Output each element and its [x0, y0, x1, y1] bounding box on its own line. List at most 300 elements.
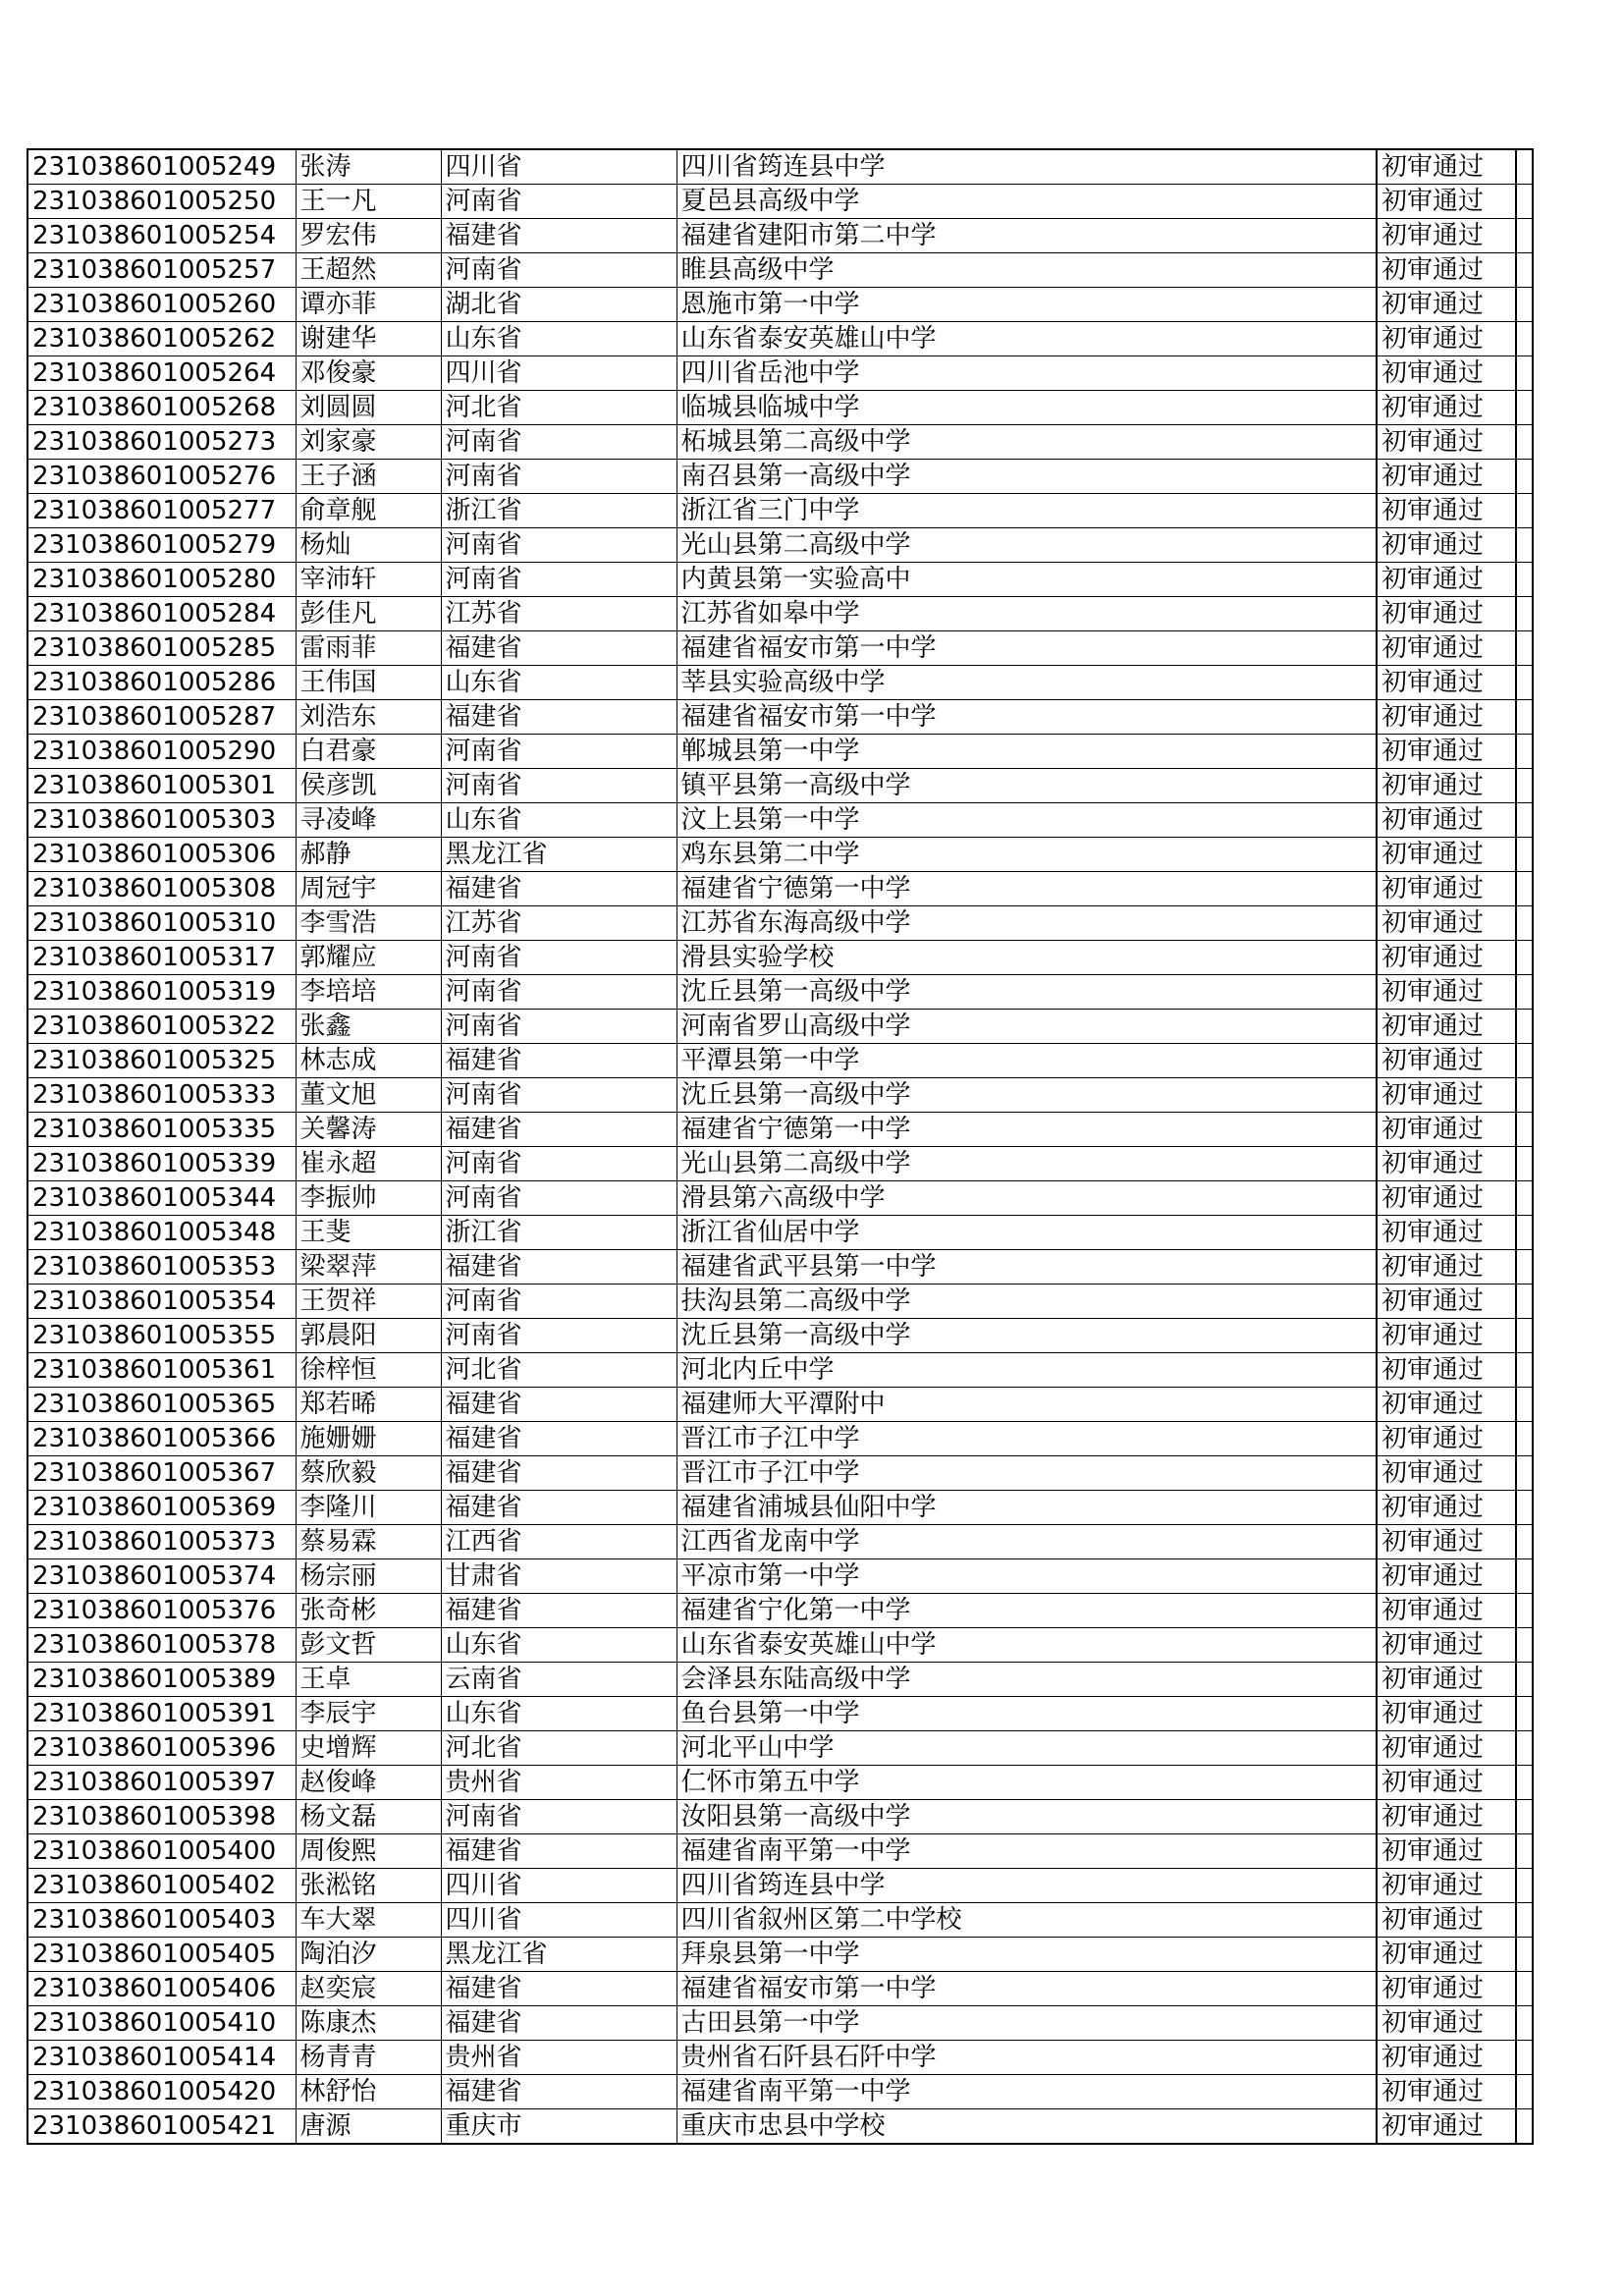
province-cell: 福建省 — [441, 1250, 677, 1285]
review-status-cell: 初审通过 — [1377, 2041, 1516, 2075]
school-cell: 汝阳县第一高级中学 — [677, 1800, 1377, 1834]
empty-cell — [1516, 1078, 1533, 1113]
student-name-cell: 王贺祥 — [296, 1285, 441, 1319]
registration-number-cell: 231038601005391 — [27, 1697, 296, 1731]
school-cell: 光山县第二高级中学 — [677, 1147, 1377, 1181]
table-row — [27, 460, 1533, 494]
student-name-cell: 张淞铭 — [296, 1869, 441, 1903]
student-name-cell: 唐源 — [296, 2109, 441, 2145]
student-name-cell: 李振帅 — [296, 1181, 441, 1216]
registration-number-cell: 231038601005402 — [27, 1869, 296, 1903]
student-name-cell: 林志成 — [296, 1044, 441, 1078]
empty-cell — [1516, 528, 1533, 563]
table-row — [27, 1147, 1533, 1181]
registration-number-cell: 231038601005290 — [27, 735, 296, 769]
registration-number-cell: 231038601005361 — [27, 1353, 296, 1388]
table-row — [27, 1456, 1533, 1491]
empty-cell — [1516, 941, 1533, 975]
registration-number-cell: 231038601005374 — [27, 1559, 296, 1594]
school-cell: 福建省宁德第一中学 — [677, 872, 1377, 906]
school-cell: 临城县临城中学 — [677, 391, 1377, 425]
review-status-cell: 初审通过 — [1377, 700, 1516, 735]
registration-number-cell: 231038601005268 — [27, 391, 296, 425]
student-name-cell: 杨文磊 — [296, 1800, 441, 1834]
empty-cell — [1516, 1353, 1533, 1388]
student-name-cell: 陶泊汐 — [296, 1938, 441, 1972]
school-cell: 汶上县第一中学 — [677, 803, 1377, 838]
province-cell: 甘肃省 — [441, 1559, 677, 1594]
review-status-cell: 初审通过 — [1377, 1800, 1516, 1834]
empty-cell — [1516, 735, 1533, 769]
empty-cell — [1516, 2041, 1533, 2075]
school-cell: 恩施市第一中学 — [677, 288, 1377, 322]
review-status-cell: 初审通过 — [1377, 391, 1516, 425]
review-status-cell: 初审通过 — [1377, 528, 1516, 563]
review-status-cell: 初审通过 — [1377, 563, 1516, 597]
table-row — [27, 1010, 1533, 1044]
empty-cell — [1516, 2006, 1533, 2041]
review-status-cell: 初审通过 — [1377, 1456, 1516, 1491]
table-row — [27, 1938, 1533, 1972]
school-cell: 福建省福安市第一中学 — [677, 700, 1377, 735]
registration-number-cell: 231038601005348 — [27, 1216, 296, 1250]
empty-cell — [1516, 460, 1533, 494]
student-name-cell: 郭晨阳 — [296, 1319, 441, 1353]
table-row — [27, 185, 1533, 219]
school-cell: 鱼台县第一中学 — [677, 1697, 1377, 1731]
school-cell: 福建省建阳市第二中学 — [677, 219, 1377, 253]
student-name-cell: 崔永超 — [296, 1147, 441, 1181]
empty-cell — [1516, 288, 1533, 322]
table-row — [27, 1388, 1533, 1422]
review-status-cell: 初审通过 — [1377, 1938, 1516, 1972]
review-status-cell: 初审通过 — [1377, 1869, 1516, 1903]
review-status-cell: 初审通过 — [1377, 872, 1516, 906]
registration-number-cell: 231038601005276 — [27, 460, 296, 494]
student-name-cell: 史增辉 — [296, 1731, 441, 1766]
table-row — [27, 1353, 1533, 1388]
review-status-cell: 初审通过 — [1377, 1044, 1516, 1078]
school-cell: 睢县高级中学 — [677, 253, 1377, 288]
empty-cell — [1516, 1216, 1533, 1250]
review-status-cell: 初审通过 — [1377, 425, 1516, 460]
table-row — [27, 1834, 1533, 1869]
school-cell: 四川省筠连县中学 — [677, 1869, 1377, 1903]
table-row — [27, 1113, 1533, 1147]
province-cell: 四川省 — [441, 1903, 677, 1938]
empty-cell — [1516, 356, 1533, 391]
review-status-cell: 初审通过 — [1377, 631, 1516, 666]
review-status-cell: 初审通过 — [1377, 185, 1516, 219]
student-name-cell: 徐梓恒 — [296, 1353, 441, 1388]
empty-cell — [1516, 975, 1533, 1010]
table-row — [27, 322, 1533, 356]
school-cell: 夏邑县高级中学 — [677, 185, 1377, 219]
review-status-cell: 初审通过 — [1377, 494, 1516, 528]
school-cell: 福建省武平县第一中学 — [677, 1250, 1377, 1285]
review-status-cell: 初审通过 — [1377, 1216, 1516, 1250]
review-status-cell: 初审通过 — [1377, 906, 1516, 941]
school-cell: 四川省筠连县中学 — [677, 149, 1377, 185]
review-status-cell: 初审通过 — [1377, 356, 1516, 391]
empty-cell — [1516, 1834, 1533, 1869]
review-status-cell: 初审通过 — [1377, 1525, 1516, 1559]
table-row — [27, 1559, 1533, 1594]
review-status-cell: 初审通过 — [1377, 1113, 1516, 1147]
review-status-cell: 初审通过 — [1377, 1594, 1516, 1628]
school-cell: 江苏省如皋中学 — [677, 597, 1377, 631]
school-cell: 福建省宁化第一中学 — [677, 1594, 1377, 1628]
table-row — [27, 735, 1533, 769]
province-cell: 福建省 — [441, 1113, 677, 1147]
review-status-cell: 初审通过 — [1377, 666, 1516, 700]
review-status-cell: 初审通过 — [1377, 1422, 1516, 1456]
school-cell: 莘县实验高级中学 — [677, 666, 1377, 700]
table-row — [27, 2041, 1533, 2075]
registration-number-cell: 231038601005367 — [27, 1456, 296, 1491]
student-name-cell: 雷雨菲 — [296, 631, 441, 666]
review-status-cell: 初审通过 — [1377, 460, 1516, 494]
school-cell: 光山县第二高级中学 — [677, 528, 1377, 563]
student-name-cell: 刘圆圆 — [296, 391, 441, 425]
table-row — [27, 1525, 1533, 1559]
province-cell: 河南省 — [441, 1800, 677, 1834]
school-cell: 重庆市忠县中学校 — [677, 2109, 1377, 2145]
table-row — [27, 975, 1533, 1010]
review-status-cell: 初审通过 — [1377, 2109, 1516, 2145]
registration-number-cell: 231038601005373 — [27, 1525, 296, 1559]
empty-cell — [1516, 803, 1533, 838]
province-cell: 四川省 — [441, 149, 677, 185]
province-cell: 山东省 — [441, 803, 677, 838]
registration-number-cell: 231038601005420 — [27, 2075, 296, 2109]
province-cell: 河南省 — [441, 975, 677, 1010]
review-status-cell: 初审通过 — [1377, 1388, 1516, 1422]
province-cell: 贵州省 — [441, 1766, 677, 1800]
empty-cell — [1516, 1731, 1533, 1766]
empty-cell — [1516, 1491, 1533, 1525]
review-status-cell: 初审通过 — [1377, 803, 1516, 838]
province-cell: 山东省 — [441, 322, 677, 356]
roster-table — [27, 148, 1534, 2145]
empty-cell — [1516, 1903, 1533, 1938]
registration-number-cell: 231038601005355 — [27, 1319, 296, 1353]
province-cell: 福建省 — [441, 700, 677, 735]
school-cell: 贵州省石阡县石阡中学 — [677, 2041, 1377, 2075]
registration-number-cell: 231038601005280 — [27, 563, 296, 597]
province-cell: 江西省 — [441, 1525, 677, 1559]
table-row — [27, 219, 1533, 253]
registration-number-cell: 231038601005287 — [27, 700, 296, 735]
table-row — [27, 2006, 1533, 2041]
province-cell: 福建省 — [441, 1594, 677, 1628]
table-row — [27, 391, 1533, 425]
student-name-cell: 张奇彬 — [296, 1594, 441, 1628]
province-cell: 浙江省 — [441, 494, 677, 528]
empty-cell — [1516, 1628, 1533, 1663]
student-name-cell: 梁翠萍 — [296, 1250, 441, 1285]
registration-number-cell: 231038601005353 — [27, 1250, 296, 1285]
empty-cell — [1516, 1972, 1533, 2006]
school-cell: 山东省泰安英雄山中学 — [677, 322, 1377, 356]
province-cell: 福建省 — [441, 1044, 677, 1078]
province-cell: 四川省 — [441, 356, 677, 391]
table-row — [27, 1903, 1533, 1938]
review-status-cell: 初审通过 — [1377, 1147, 1516, 1181]
table-row — [27, 631, 1533, 666]
empty-cell — [1516, 1456, 1533, 1491]
school-cell: 河南省罗山高级中学 — [677, 1010, 1377, 1044]
table-row — [27, 803, 1533, 838]
school-cell: 四川省岳池中学 — [677, 356, 1377, 391]
student-name-cell: 蔡易霖 — [296, 1525, 441, 1559]
student-name-cell: 张涛 — [296, 149, 441, 185]
table-row — [27, 253, 1533, 288]
table-row — [27, 906, 1533, 941]
review-status-cell: 初审通过 — [1377, 1181, 1516, 1216]
student-name-cell: 白君豪 — [296, 735, 441, 769]
registration-number-cell: 231038601005301 — [27, 769, 296, 803]
province-cell: 河南省 — [441, 1010, 677, 1044]
registration-number-cell: 231038601005339 — [27, 1147, 296, 1181]
table-row — [27, 872, 1533, 906]
province-cell: 河南省 — [441, 769, 677, 803]
school-cell: 柘城县第二高级中学 — [677, 425, 1377, 460]
empty-cell — [1516, 1938, 1533, 1972]
province-cell: 河北省 — [441, 1731, 677, 1766]
province-cell: 浙江省 — [441, 1216, 677, 1250]
registration-number-cell: 231038601005378 — [27, 1628, 296, 1663]
school-cell: 郸城县第一中学 — [677, 735, 1377, 769]
province-cell: 山东省 — [441, 666, 677, 700]
table-row — [27, 1181, 1533, 1216]
empty-cell — [1516, 666, 1533, 700]
empty-cell — [1516, 838, 1533, 872]
registration-number-cell: 231038601005310 — [27, 906, 296, 941]
school-cell: 扶沟县第二高级中学 — [677, 1285, 1377, 1319]
student-name-cell: 谢建华 — [296, 322, 441, 356]
review-status-cell: 初审通过 — [1377, 1078, 1516, 1113]
school-cell: 福建省南平第一中学 — [677, 1834, 1377, 1869]
table-row — [27, 2109, 1533, 2145]
review-status-cell: 初审通过 — [1377, 1972, 1516, 2006]
province-cell: 黑龙江省 — [441, 1938, 677, 1972]
table-row — [27, 1869, 1533, 1903]
registration-number-cell: 231038601005400 — [27, 1834, 296, 1869]
registration-number-cell: 231038601005406 — [27, 1972, 296, 2006]
registration-number-cell: 231038601005366 — [27, 1422, 296, 1456]
table-row — [27, 2075, 1533, 2109]
province-cell: 福建省 — [441, 631, 677, 666]
registration-number-cell: 231038601005277 — [27, 494, 296, 528]
registration-number-cell: 231038601005285 — [27, 631, 296, 666]
registration-number-cell: 231038601005376 — [27, 1594, 296, 1628]
province-cell: 福建省 — [441, 1422, 677, 1456]
school-cell: 鸡东县第二中学 — [677, 838, 1377, 872]
empty-cell — [1516, 1319, 1533, 1353]
student-name-cell: 俞章舰 — [296, 494, 441, 528]
province-cell: 河南省 — [441, 425, 677, 460]
school-cell: 平潭县第一中学 — [677, 1044, 1377, 1078]
student-name-cell: 李培培 — [296, 975, 441, 1010]
empty-cell — [1516, 1285, 1533, 1319]
empty-cell — [1516, 185, 1533, 219]
province-cell: 河南省 — [441, 528, 677, 563]
province-cell: 黑龙江省 — [441, 838, 677, 872]
school-cell: 镇平县第一高级中学 — [677, 769, 1377, 803]
empty-cell — [1516, 1525, 1533, 1559]
registration-number-cell: 231038601005405 — [27, 1938, 296, 1972]
province-cell: 河南省 — [441, 1147, 677, 1181]
province-cell: 福建省 — [441, 1972, 677, 2006]
empty-cell — [1516, 1044, 1533, 1078]
registration-number-cell: 231038601005403 — [27, 1903, 296, 1938]
empty-cell — [1516, 1181, 1533, 1216]
empty-cell — [1516, 1010, 1533, 1044]
registration-number-cell: 231038601005354 — [27, 1285, 296, 1319]
student-name-cell: 王子涵 — [296, 460, 441, 494]
province-cell: 贵州省 — [441, 2041, 677, 2075]
table-row — [27, 528, 1533, 563]
empty-cell — [1516, 906, 1533, 941]
student-name-cell: 董文旭 — [296, 1078, 441, 1113]
table-row — [27, 1628, 1533, 1663]
school-cell: 古田县第一中学 — [677, 2006, 1377, 2041]
review-status-cell: 初审通过 — [1377, 1250, 1516, 1285]
registration-number-cell: 231038601005273 — [27, 425, 296, 460]
registration-number-cell: 231038601005317 — [27, 941, 296, 975]
student-name-cell: 周俊熙 — [296, 1834, 441, 1869]
registration-number-cell: 231038601005344 — [27, 1181, 296, 1216]
student-name-cell: 杨灿 — [296, 528, 441, 563]
province-cell: 云南省 — [441, 1663, 677, 1697]
student-name-cell: 李辰宇 — [296, 1697, 441, 1731]
registration-number-cell: 231038601005279 — [27, 528, 296, 563]
table-row — [27, 1216, 1533, 1250]
student-name-cell: 李隆川 — [296, 1491, 441, 1525]
registration-number-cell: 231038601005254 — [27, 219, 296, 253]
table-row — [27, 597, 1533, 631]
school-cell: 浙江省仙居中学 — [677, 1216, 1377, 1250]
empty-cell — [1516, 1697, 1533, 1731]
empty-cell — [1516, 1663, 1533, 1697]
empty-cell — [1516, 219, 1533, 253]
review-status-cell: 初审通过 — [1377, 1491, 1516, 1525]
table-row — [27, 563, 1533, 597]
empty-cell — [1516, 597, 1533, 631]
empty-cell — [1516, 1147, 1533, 1181]
registration-number-cell: 231038601005249 — [27, 149, 296, 185]
student-name-cell: 赵俊峰 — [296, 1766, 441, 1800]
review-status-cell: 初审通过 — [1377, 2006, 1516, 2041]
table-row — [27, 1422, 1533, 1456]
table-row — [27, 425, 1533, 460]
empty-cell — [1516, 2109, 1533, 2145]
review-status-cell: 初审通过 — [1377, 1010, 1516, 1044]
school-cell: 沈丘县第一高级中学 — [677, 1078, 1377, 1113]
student-name-cell: 车大翠 — [296, 1903, 441, 1938]
student-name-cell: 宰沛轩 — [296, 563, 441, 597]
school-cell: 江西省龙南中学 — [677, 1525, 1377, 1559]
school-cell: 福建省福安市第一中学 — [677, 1972, 1377, 2006]
school-cell: 晋江市子江中学 — [677, 1422, 1377, 1456]
registration-number-cell: 231038601005308 — [27, 872, 296, 906]
review-status-cell: 初审通过 — [1377, 1663, 1516, 1697]
empty-cell — [1516, 872, 1533, 906]
review-status-cell: 初审通过 — [1377, 1285, 1516, 1319]
student-name-cell: 侯彦凯 — [296, 769, 441, 803]
review-status-cell: 初审通过 — [1377, 1319, 1516, 1353]
registration-number-cell: 231038601005303 — [27, 803, 296, 838]
empty-cell — [1516, 1869, 1533, 1903]
province-cell: 河南省 — [441, 185, 677, 219]
student-name-cell: 邓俊豪 — [296, 356, 441, 391]
empty-cell — [1516, 769, 1533, 803]
school-cell: 福建省南平第一中学 — [677, 2075, 1377, 2109]
school-cell: 福建省福安市第一中学 — [677, 631, 1377, 666]
empty-cell — [1516, 322, 1533, 356]
school-cell: 会泽县东陆高级中学 — [677, 1663, 1377, 1697]
student-name-cell: 杨宗丽 — [296, 1559, 441, 1594]
student-name-cell: 李雪浩 — [296, 906, 441, 941]
table-row — [27, 1044, 1533, 1078]
table-row — [27, 941, 1533, 975]
student-name-cell: 彭文哲 — [296, 1628, 441, 1663]
registration-number-cell: 231038601005410 — [27, 2006, 296, 2041]
province-cell: 湖北省 — [441, 288, 677, 322]
registration-number-cell: 231038601005396 — [27, 1731, 296, 1766]
table-row — [27, 666, 1533, 700]
registration-number-cell: 231038601005421 — [27, 2109, 296, 2145]
student-name-cell: 刘家豪 — [296, 425, 441, 460]
student-name-cell: 关馨涛 — [296, 1113, 441, 1147]
review-status-cell: 初审通过 — [1377, 597, 1516, 631]
student-name-cell: 赵奕宸 — [296, 1972, 441, 2006]
province-cell: 河南省 — [441, 941, 677, 975]
registration-number-cell: 231038601005398 — [27, 1800, 296, 1834]
review-status-cell: 初审通过 — [1377, 769, 1516, 803]
student-name-cell: 施姗姗 — [296, 1422, 441, 1456]
review-status-cell: 初审通过 — [1377, 1628, 1516, 1663]
registration-number-cell: 231038601005286 — [27, 666, 296, 700]
province-cell: 河南省 — [441, 1285, 677, 1319]
table-row — [27, 1594, 1533, 1628]
registration-number-cell: 231038601005284 — [27, 597, 296, 631]
student-name-cell: 周冠宇 — [296, 872, 441, 906]
province-cell: 福建省 — [441, 1491, 677, 1525]
empty-cell — [1516, 1800, 1533, 1834]
review-status-cell: 初审通过 — [1377, 1834, 1516, 1869]
review-status-cell: 初审通过 — [1377, 975, 1516, 1010]
student-name-cell: 郝静 — [296, 838, 441, 872]
empty-cell — [1516, 494, 1533, 528]
student-name-cell: 郭耀应 — [296, 941, 441, 975]
school-cell: 沈丘县第一高级中学 — [677, 1319, 1377, 1353]
registration-number-cell: 231038601005335 — [27, 1113, 296, 1147]
table-row — [27, 1078, 1533, 1113]
roster-body — [27, 149, 1533, 2144]
registration-number-cell: 231038601005333 — [27, 1078, 296, 1113]
table-row — [27, 1491, 1533, 1525]
registration-number-cell: 231038601005257 — [27, 253, 296, 288]
student-name-cell: 杨青青 — [296, 2041, 441, 2075]
review-status-cell: 初审通过 — [1377, 253, 1516, 288]
registration-number-cell: 231038601005264 — [27, 356, 296, 391]
school-cell: 福建师大平潭附中 — [677, 1388, 1377, 1422]
province-cell: 福建省 — [441, 872, 677, 906]
review-status-cell: 初审通过 — [1377, 2075, 1516, 2109]
province-cell: 江苏省 — [441, 906, 677, 941]
